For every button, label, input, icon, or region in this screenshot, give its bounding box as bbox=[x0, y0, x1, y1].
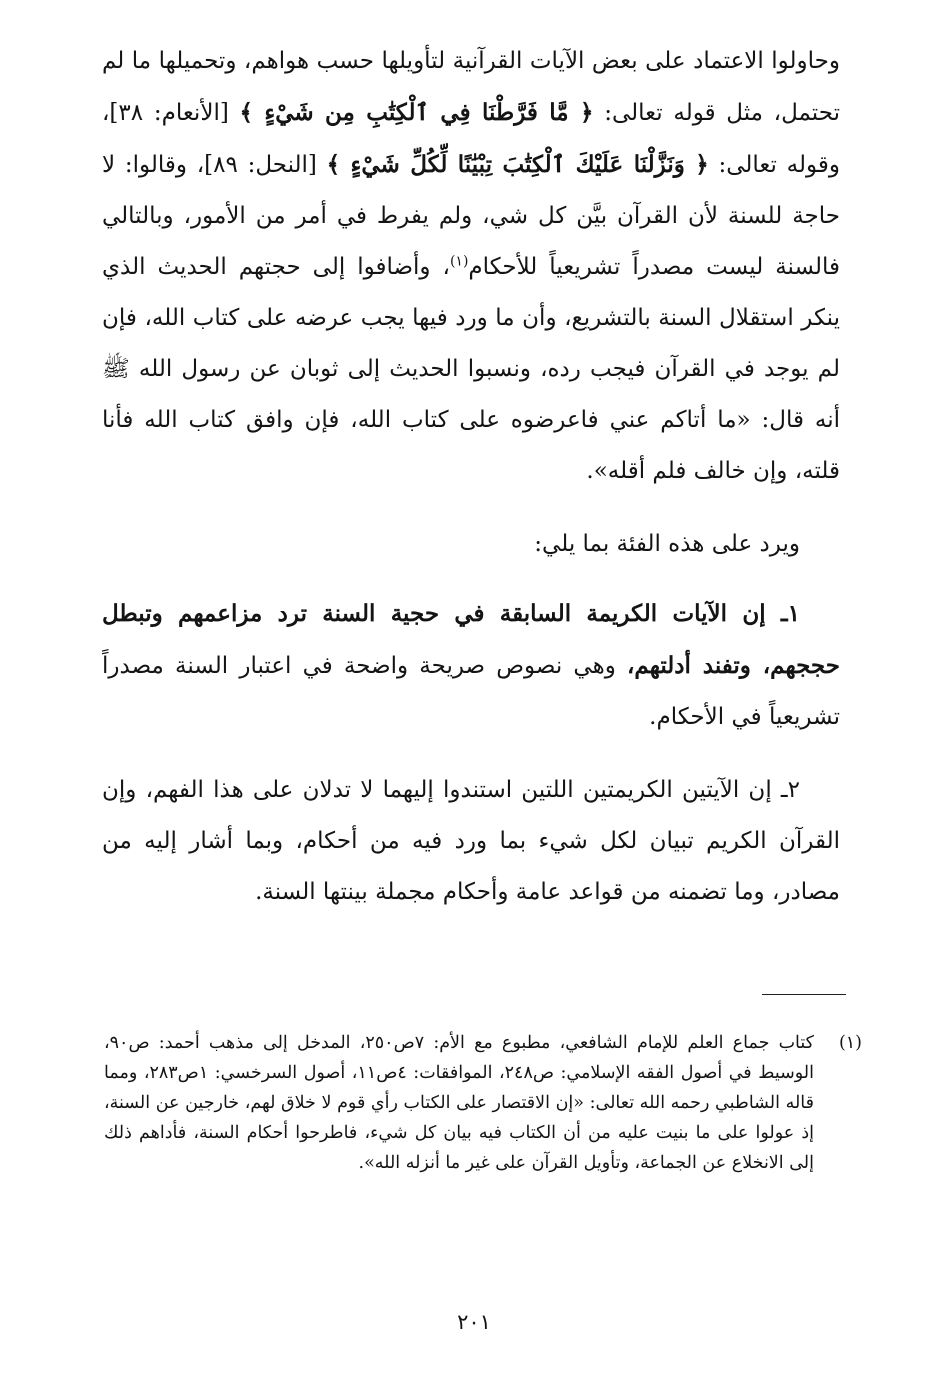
footnote-separator bbox=[762, 994, 846, 995]
paragraph-text: [النحل: ٨٩]، وقالوا: لا حاجة للسنة لأن القرآن بيَّن كل شي، ولم يفرط في أمر من الأمور، وبالتالي فالسنة ليست مصدراً تشريعياً للأحكام bbox=[102, 152, 840, 280]
footnote-text: كتاب جماع العلم للإمام الشافعي، مطبوع مع الأم: ٧ص٢٥٠، المدخل إلى مذهب أحمد: ص٩٠، الوسيط في أصول الفقه الإسلامي: ص٢٤٨، الموافقات: ٤ص١١، أصول السرخسي: ١ص٢٨٣، ومما قاله الشاطبي رحمه الله تعالى: «إن الاقتصار على الكتاب رأي قوم لا خلاق لهم، خارجين عن السنة، إذ عولوا على ما بنيت عليه من أن الكتاب فيه بيان كل شيء، فاطرحوا أحكام السنة، فأداهم ذلك إلى الانخلاع عن الجماعة، وتأويل القرآن على غير ما أنزله الله». bbox=[104, 1033, 814, 1173]
quran-verse-1: ﴿ مَّا فَرَّطْنَا فِي ٱلْكِتَٰبِ مِن شَيْءٍ ﴾ bbox=[239, 99, 594, 126]
point-1-emphasis: ١ـ إن الآيات الكريمة السابقة في حجية السنة ترد مزاعمهم وتبطل حججهم، وتفند أدلتهم، bbox=[102, 600, 840, 679]
quran-verse-2: ﴿ وَنَزَّلْنَا عَلَيْكَ ٱلْكِتَٰبَ تِبْيَٰنًا لِّكُلِّ شَيْءٍ ﴾ bbox=[326, 151, 709, 178]
main-text bbox=[102, 36, 840, 918]
list-point-1 bbox=[102, 588, 840, 743]
paragraph-text: [الأنعام: ٣٨]، وقوله تعالى: bbox=[102, 100, 840, 178]
page-number: ٢٠١ bbox=[457, 1310, 491, 1334]
footnote bbox=[104, 1028, 862, 1178]
paragraph-text: ، وأضافوا إلى حجتهم الحديث الذي ينكر استقلال السنة بالتشريع، وأن ما ورد فيها يجب عرضه على كتاب الله، فإن لم يوجد في القرآن فيجب رده، ونسبوا الحديث إلى ثوبان عن رسول الله ﷺ أنه قال: «ما أتاكم عني فاعرضوه على كتاب الله، فإن وافق كتاب الله فأنا قلته، وإن خالف فلم أقله». bbox=[102, 254, 840, 484]
point-1-text: وهي نصوص صريحة واضحة في اعتبار السنة مصدراً تشريعياً في الأحكام. bbox=[102, 653, 840, 730]
footnote-reference: (١) bbox=[449, 253, 469, 270]
paragraph-text: وحاولوا الاعتماد على بعض الآيات القرآنية لتأويلها حسب هواهم، وتحميلها ما لم تحتمل، مثل قوله تعالى: bbox=[102, 48, 840, 126]
paragraph-continuation bbox=[102, 36, 840, 497]
intro-paragraph: ويرد على هذه الفئة بما يلي: bbox=[534, 531, 800, 557]
footnote-number: (١) bbox=[838, 1033, 862, 1053]
list-point-2: ٢ـ إن الآيتين الكريمتين اللتين استندوا إليهما لا تدلان على هذا الفهم، وإن القرآن الكريم تبيان لكل شيء بما ورد فيه من أحكام، وبما أشار إليه من مصادر، وما تضمنه من قواعد عامة وأحكام مجملة بينتها السنة. bbox=[102, 777, 840, 905]
